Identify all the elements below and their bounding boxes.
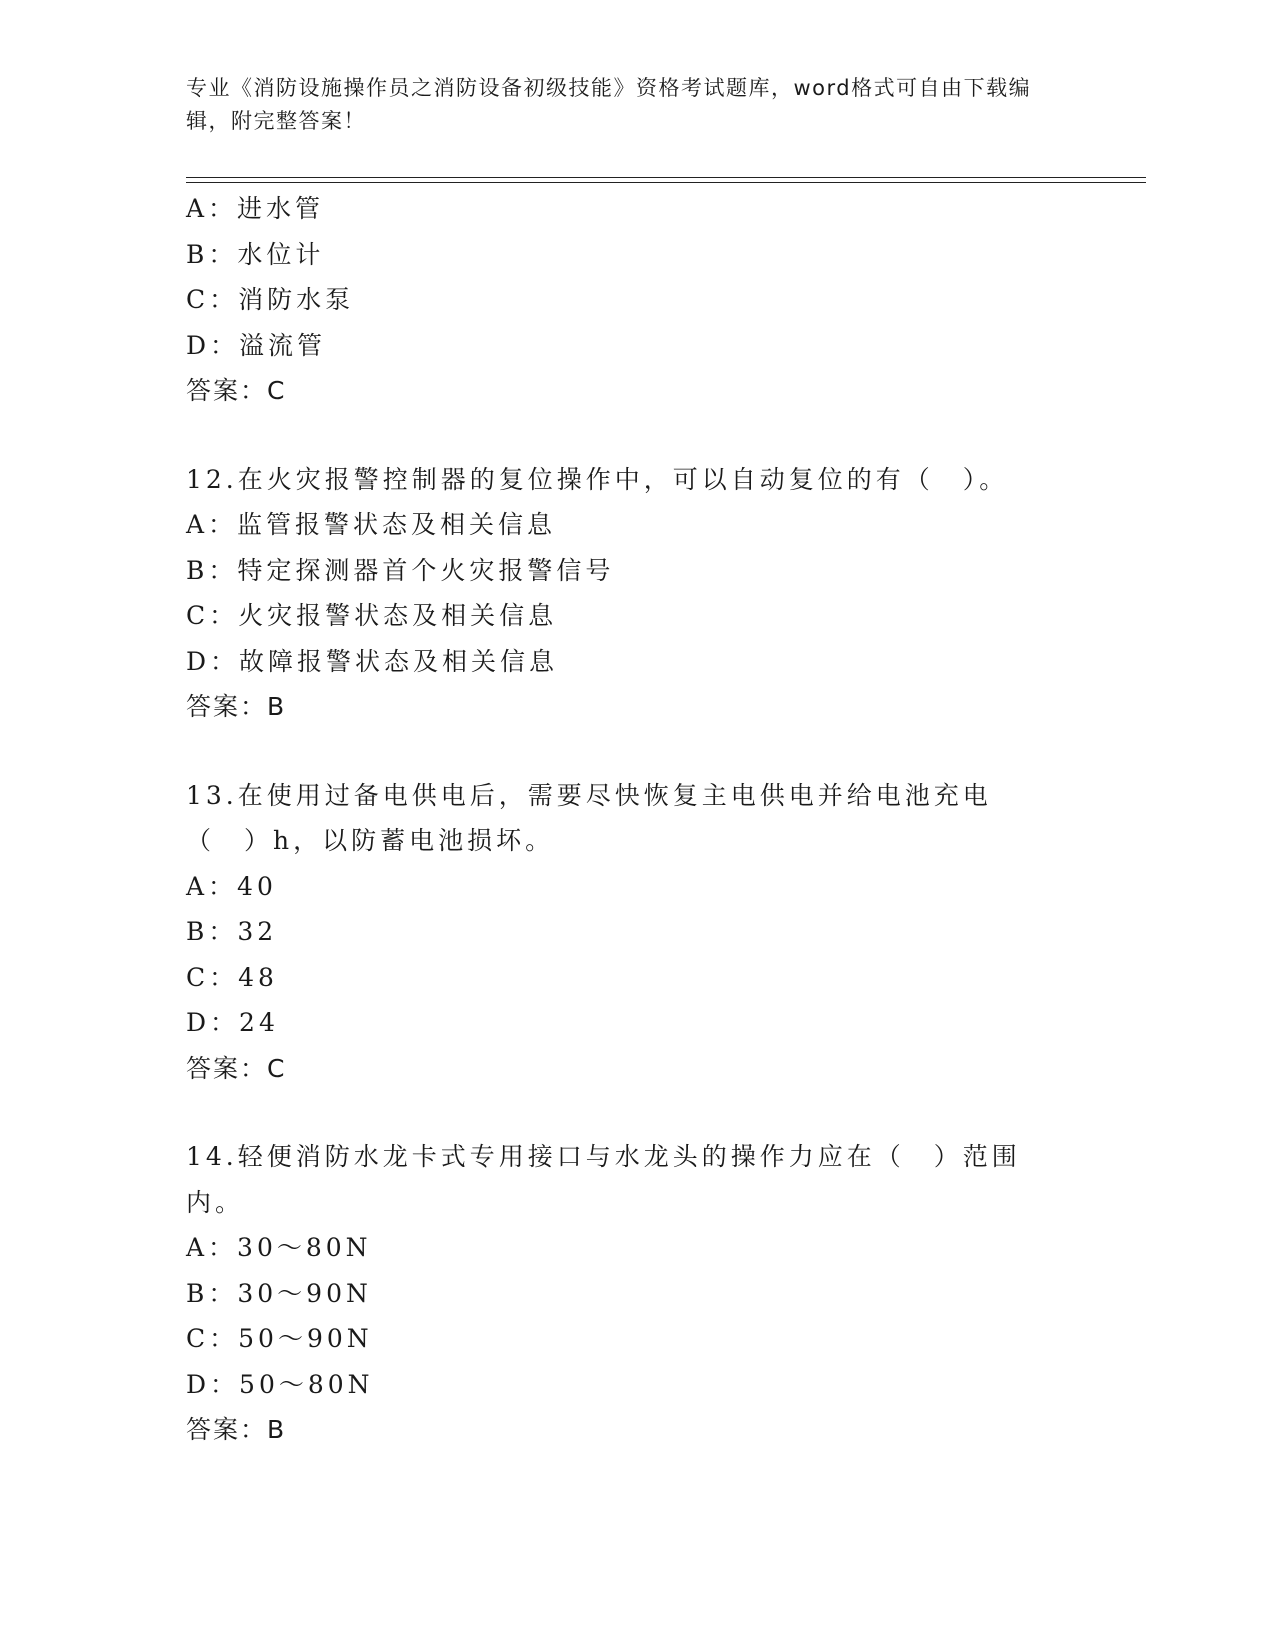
option-d: D：溢流管 bbox=[186, 330, 327, 360]
option-c: C：50～90N bbox=[186, 1324, 373, 1353]
option-a: A：30～80N bbox=[186, 1233, 372, 1262]
option-d: D：故障报警状态及相关信息 bbox=[186, 646, 559, 676]
option-b: B：水位计 bbox=[186, 239, 325, 269]
option-a: A：40 bbox=[186, 871, 277, 901]
option-d: D：50～80N bbox=[186, 1369, 374, 1399]
question-12 bbox=[186, 457, 1086, 730]
option-a: A：进水管 bbox=[186, 194, 325, 223]
option-b: B：特定探测器首个火灾报警信号 bbox=[186, 555, 615, 585]
option-c: C：48 bbox=[186, 962, 278, 992]
question-stem: 13.在使用过备电供电后，需要尽快恢复主电供电并给电池充电（ ）h，以防蓄电池损坏。 bbox=[186, 780, 992, 855]
answer-line: 答案：B bbox=[186, 1415, 287, 1444]
question-11 bbox=[186, 186, 1086, 414]
question-stem: 12.在火灾报警控制器的复位操作中，可以自动复位的有（ ）。 bbox=[186, 464, 1009, 494]
answer-line: 答案：B bbox=[186, 692, 287, 721]
question-stem: 14.轻便消防水龙卡式专用接口与水龙头的操作力应在（ ）范围内。 bbox=[186, 1142, 1021, 1217]
answer-line: 答案：C bbox=[186, 1053, 287, 1083]
question-14 bbox=[186, 1134, 1086, 1453]
document-header: 专业《消防设施操作员之消防设备初级技能》资格考试题库，word格式可自由下载编辑，附完整答案！ bbox=[186, 76, 1032, 133]
header-divider-bottom bbox=[186, 182, 1146, 183]
option-b: B：30～90N bbox=[186, 1278, 372, 1308]
header-divider-top bbox=[186, 177, 1146, 178]
question-13 bbox=[186, 773, 1086, 1092]
option-b: B：32 bbox=[186, 917, 278, 946]
option-d: D：24 bbox=[186, 1008, 279, 1037]
option-c: C：火灾报警状态及相关信息 bbox=[186, 601, 558, 630]
answer-line: 答案：C bbox=[186, 376, 287, 405]
option-a: A：监管报警状态及相关信息 bbox=[186, 510, 557, 539]
option-c: C：消防水泵 bbox=[186, 285, 355, 314]
question-list bbox=[186, 186, 1086, 1453]
